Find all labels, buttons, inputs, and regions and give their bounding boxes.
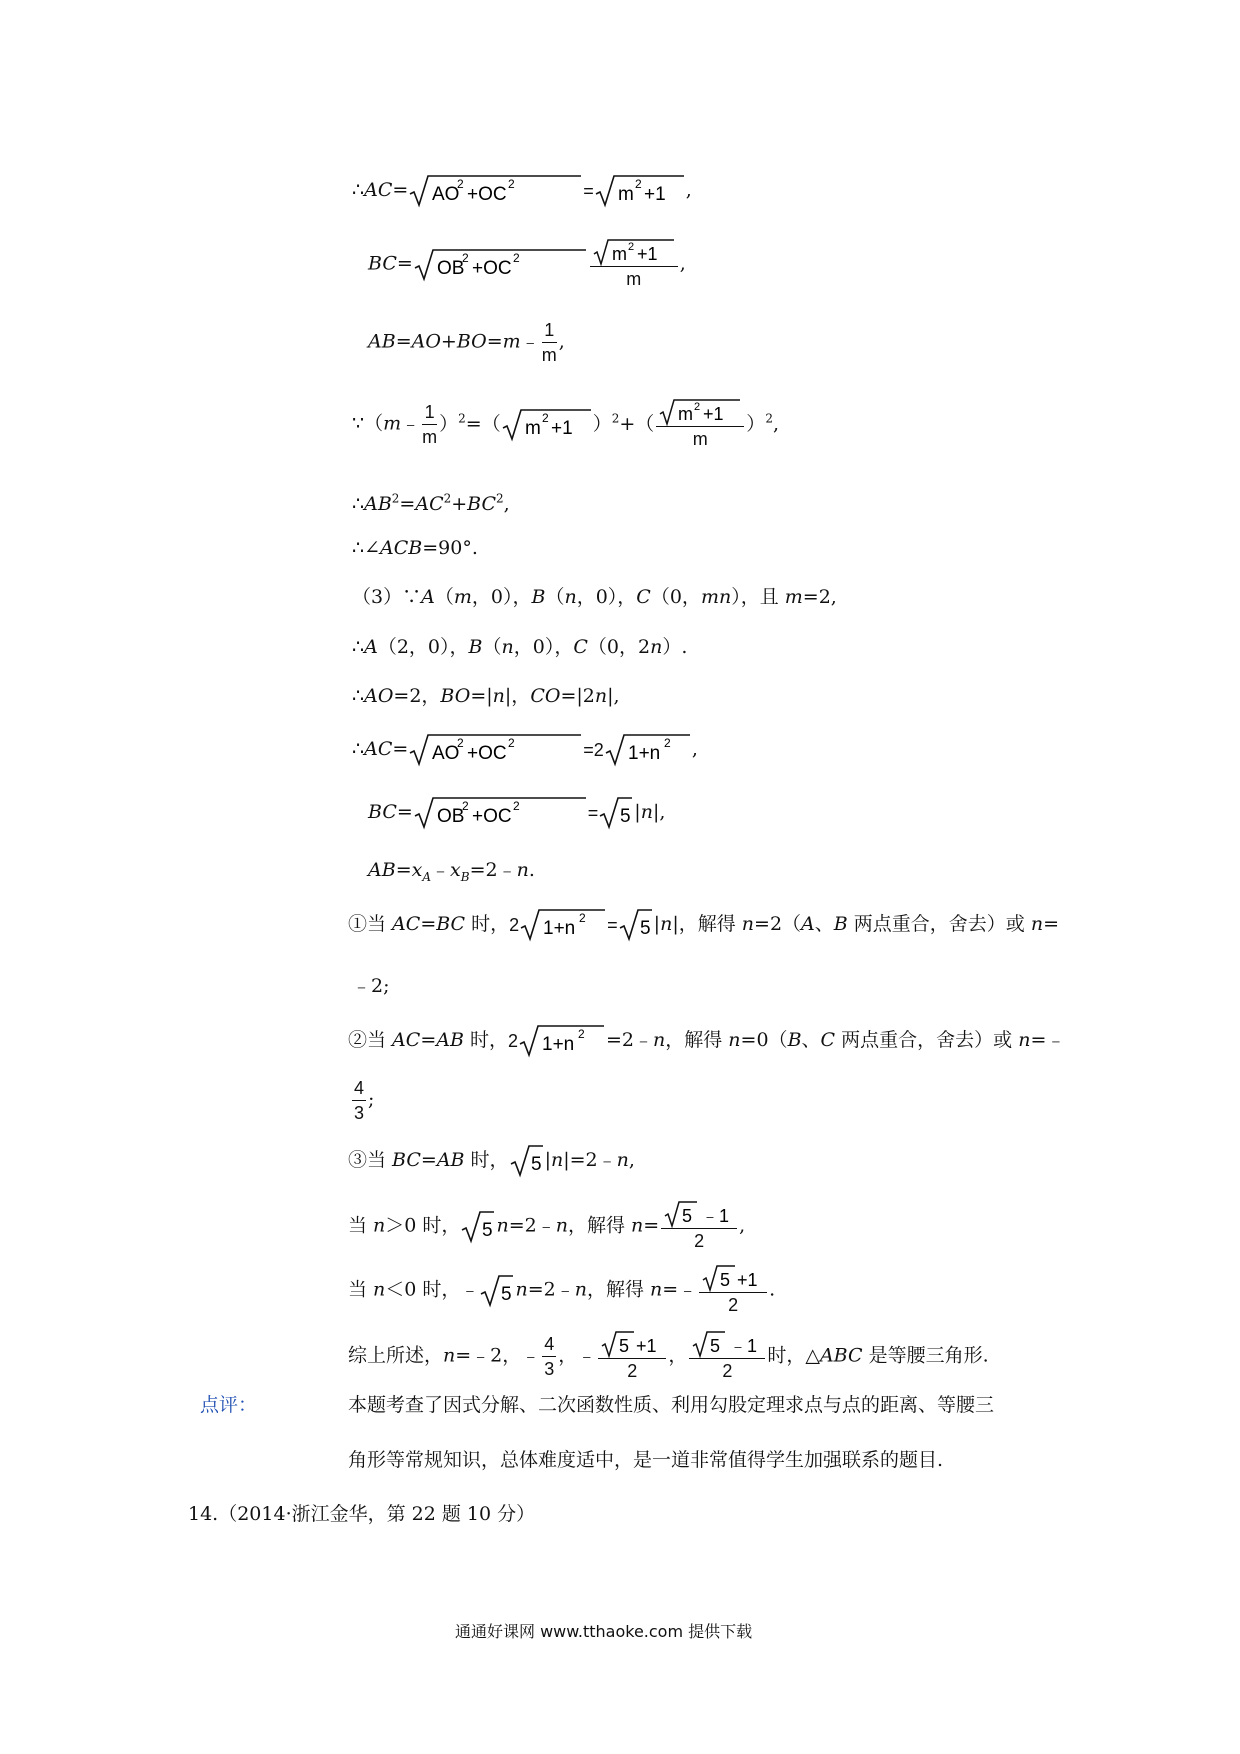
svg-text:2: 2 [541, 410, 549, 425]
svg-text:2: 2 [508, 736, 515, 750]
line-part3: （3）∵A（m，0），B（n，0），C（0，mn），且 m=2, [352, 586, 837, 608]
case-3-positive: 当 n＞0 时， 5 n=2﹣n，解得 n= 5 ﹣1 2 , [348, 1200, 745, 1253]
svg-text:2: 2 [577, 1027, 585, 1041]
svg-text:2: 2 [508, 177, 515, 191]
case-1: ①当 AC=BC 时，2 1+n 2 = 5 |n|，解得 n=2（A、B 两点重合，舍去）或 n= [348, 911, 1060, 939]
svg-text:2: 2 [634, 177, 642, 191]
svg-text:+OC: +OC [467, 184, 507, 205]
line-angle: ∴∠ACB=90°. [352, 537, 478, 559]
svg-text:5: 5 [620, 806, 631, 827]
svg-text:﹣1: ﹣1 [729, 1336, 758, 1356]
summary: 综上所述，n=﹣2，﹣ $\frac{4}{3}$ ，﹣ 5 +1 2 ， 5 ﹣1 2 时，△ABC 是等腰三角形. [348, 1330, 989, 1383]
svg-text:+1: +1 [643, 184, 666, 205]
line-ab: AB=AO+BO=m﹣ $\frac{1}{m}$ , [368, 320, 565, 365]
svg-text:5: 5 [482, 1219, 494, 1241]
svg-text:2: 2 [627, 241, 634, 253]
svg-text:+OC: +OC [471, 806, 512, 827]
svg-text:+1: +1 [636, 244, 658, 264]
svg-text:AO: AO [432, 184, 460, 205]
case-2-cont: $\frac{4}{3}$ ; [354, 1078, 375, 1123]
svg-text:m: m [524, 417, 541, 439]
case-2: ②当 AC=AB 时，2 1+n 2 =2﹣n，解得 n=0（B、C 两点重合，舍去）或 n=﹣ [348, 1027, 1066, 1055]
svg-text:AO: AO [432, 743, 460, 764]
svg-text:2: 2 [457, 177, 464, 191]
svg-text:5: 5 [720, 1270, 731, 1290]
svg-text:m: m [678, 404, 694, 424]
comment-text-1: 本题考查了因式分解、二次函数性质、利用勾股定理求点与点的距离、等腰三 [348, 1394, 995, 1416]
svg-text:OB: OB [436, 257, 465, 279]
line-because: ∵（m﹣ $\frac{1}{m}$ ）$^2$=（ m 2 +1 ）$^2$+（ m 2 +1 m ）$^2$, [352, 398, 779, 451]
svg-text:m: m [611, 244, 627, 264]
svg-text:2: 2 [512, 250, 520, 265]
svg-text:2: 2 [457, 736, 464, 750]
line-ac: ∴AC= AO 2 +OC 2 = m 2 +1 , [352, 177, 692, 205]
comment-text-2: 角形等常规知识，总体难度适中，是一道非常值得学生加强联系的题目. [348, 1449, 944, 1471]
svg-text:5: 5 [682, 1206, 693, 1226]
svg-text:1+n: 1+n [541, 1034, 575, 1055]
svg-text:5: 5 [501, 1283, 513, 1305]
svg-text:OB: OB [436, 806, 465, 827]
svg-text:m: m [617, 184, 634, 205]
line-bc2: BC= OB 2 +OC 2 = 5 |n|, [368, 799, 666, 827]
case-3: ③当 BC=AB 时， 5 |n|=2﹣n, [348, 1144, 635, 1178]
svg-text:2: 2 [663, 736, 671, 750]
case-1-cont: ﹣2; [352, 975, 390, 997]
svg-text:2: 2 [461, 799, 469, 813]
line-ab2: $\therefore AB^2=AC^2+BC^2$, [352, 492, 510, 516]
next-question-header: 14.（2014·浙江金华，第 22 题 10 分） [188, 1503, 536, 1525]
svg-text:+1: +1 [737, 1270, 758, 1290]
line-ac2: ∴AC= AO 2 +OC 2 =2 1+n 2 , [352, 736, 698, 764]
case-3-negative: 当 n＜0 时，﹣ 5 n=2﹣n，解得 n=﹣ 5 +1 2 . [348, 1264, 775, 1317]
svg-text:﹣1: ﹣1 [701, 1206, 730, 1226]
svg-text:5: 5 [710, 1336, 721, 1356]
svg-text:2: 2 [694, 401, 701, 413]
line-bc: BC= OB 2 +OC 2 m 2 +1 m , [368, 238, 686, 291]
svg-text:+1: +1 [636, 1336, 657, 1356]
line-points: ∴A（2，0），B（n，0），C（0，2n）. [352, 636, 688, 658]
svg-text:5: 5 [619, 1336, 630, 1356]
comment-label: 点评： [200, 1394, 258, 1416]
line-ab2-diff: $AB=x_A﹣x_B=2﹣n$. [368, 859, 535, 884]
svg-text:+1: +1 [703, 404, 724, 424]
svg-text:2: 2 [461, 250, 469, 265]
footer: 通通好课网 www.tthaoke.com 提供下载 [455, 1622, 753, 1641]
line-lengths: ∴AO=2，BO=|n|，CO=|2n|, [352, 685, 620, 707]
svg-text:2: 2 [512, 799, 520, 813]
svg-text:+OC: +OC [467, 743, 507, 764]
svg-text:+OC: +OC [471, 257, 512, 279]
svg-text:+1: +1 [550, 417, 573, 439]
svg-text:1+n: 1+n [543, 918, 576, 939]
svg-text:2: 2 [579, 911, 586, 925]
svg-text:5: 5 [639, 918, 651, 939]
svg-text:1+n: 1+n [627, 743, 661, 764]
svg-text:5: 5 [530, 1154, 542, 1175]
